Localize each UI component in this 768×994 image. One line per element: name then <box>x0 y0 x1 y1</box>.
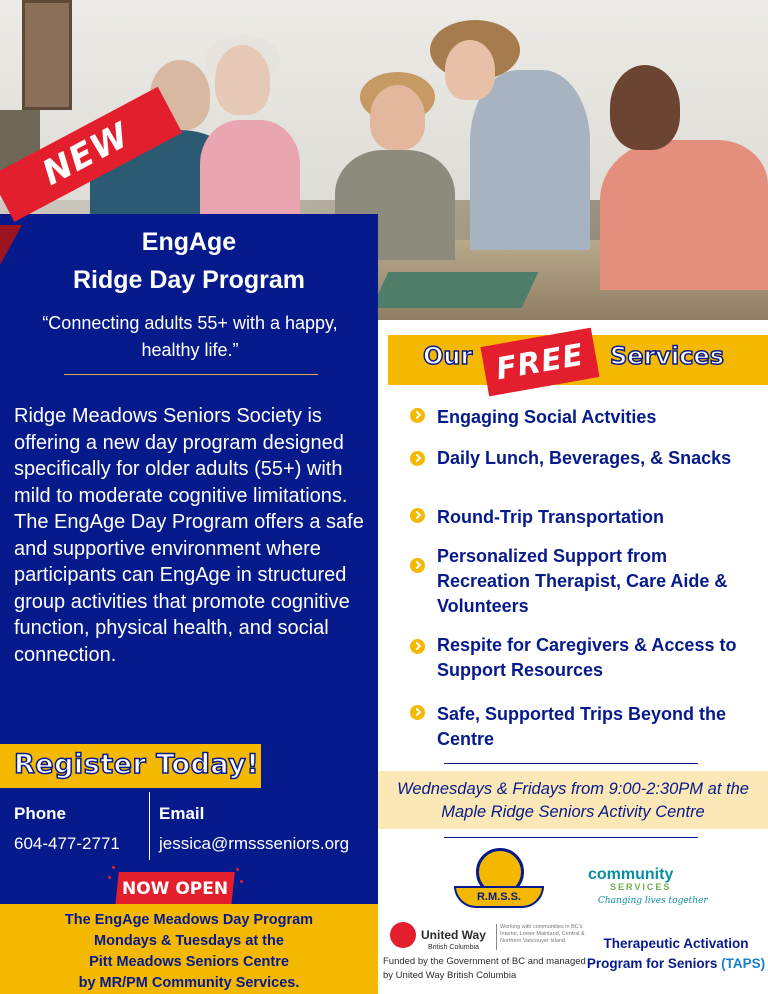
united-way-sub: British Columbia <box>428 944 479 951</box>
email-label: Email <box>159 804 205 823</box>
united-way-hand-icon <box>390 922 416 948</box>
service-item: Safe, Supported Trips Beyond the Centre <box>437 704 727 749</box>
divider <box>444 763 698 764</box>
photo-person <box>370 85 425 150</box>
now-open-line: Mondays & Tuesdays at the <box>94 933 284 949</box>
photo-corkboard <box>22 0 72 110</box>
now-open-badge <box>115 872 235 906</box>
taps-line1: Therapeutic Activation <box>603 936 749 951</box>
taps-abbr: (TAPS) <box>721 956 766 971</box>
free-label: FREE <box>493 337 587 387</box>
register-label: Register Today! <box>14 749 260 780</box>
bullet-icon <box>410 705 425 720</box>
spark <box>112 866 115 869</box>
rmss-banner: R.M.S.S. <box>454 886 544 908</box>
united-way-divider <box>496 924 497 950</box>
photo-person <box>610 65 680 150</box>
photo-person <box>215 45 270 115</box>
community-services-logo-sub: SERVICES <box>610 882 672 892</box>
community-services-logo-main: community <box>588 866 674 883</box>
program-quote: “Connecting adults 55+ with a happy, healthy life.” <box>42 313 338 360</box>
divider <box>64 374 318 375</box>
phone-value[interactable]: 604-477-2771 <box>14 834 120 853</box>
bullet-icon <box>410 558 425 573</box>
services-heading-our: Our <box>423 342 473 370</box>
program-description: Ridge Meadows Seniors Society is offering a new day program designed specifically for older adults (55+) with mild to moderate cognitive limitations. The EngAge Day Program offers a safe and supportive environment where participants can EngAge in structured group activities that promote cognitive function, physical health, and social connection. <box>14 405 364 666</box>
taps-line2-text: Program for Seniors <box>586 956 718 971</box>
community-services-tagline: Changing lives together <box>598 896 708 906</box>
photo-person <box>470 70 590 250</box>
schedule-text: Wednesdays & Fridays from 9:00-2:30PM at the Maple Ridge Seniors Activity Centre <box>397 780 749 821</box>
bullet-icon <box>410 508 425 523</box>
taps-line2 <box>586 954 766 974</box>
service-item: Personalized Support from Recreation Therapist, Care Aide & Volunteers <box>437 546 728 616</box>
rmss-logo <box>454 848 544 918</box>
service-item: Round-Trip Transportation <box>437 507 664 527</box>
now-open-line: Pitt Meadows Seniors Centre <box>89 954 289 970</box>
divider <box>444 837 698 838</box>
bullet-icon <box>410 408 425 423</box>
taps-label <box>586 934 766 974</box>
spark <box>108 876 111 879</box>
email-value[interactable]: jessica@rmssseniors.org <box>159 834 350 853</box>
bullet-icon <box>410 451 425 466</box>
united-way-name: United Way <box>421 928 486 942</box>
now-open-line: by MR/PM Community Services. <box>78 975 300 991</box>
bullet-icon <box>410 639 425 654</box>
services-heading-services: Services <box>610 342 725 370</box>
now-open-line: The EngAge Meadows Day Program <box>64 912 314 928</box>
register-banner <box>0 744 261 788</box>
spark <box>236 868 239 871</box>
photo-puzzle <box>372 272 539 308</box>
now-open-label: NOW OPEN <box>121 879 229 899</box>
spark <box>240 880 243 883</box>
photo-person <box>445 40 495 100</box>
phone-label: Phone <box>14 804 66 823</box>
program-title-line1: EngAge <box>141 228 237 256</box>
now-open-text <box>0 910 378 994</box>
service-item: Respite for Caregivers & Access to Support Resources <box>437 635 737 680</box>
new-ribbon-label: NEW <box>35 115 137 194</box>
service-item: Daily Lunch, Beverages, & Snacks <box>437 448 732 468</box>
photo-person <box>600 140 768 290</box>
program-title-line2: Ridge Day Program <box>72 266 305 294</box>
contact-divider <box>149 792 150 860</box>
service-item: Engaging Social Actvities <box>437 407 657 427</box>
funded-by-text: Funded by the Government of BC and managed by United Way British Columbia <box>383 956 586 981</box>
united-way-working: Working with communities in BC's Interior, Lower Mainland, Central & Northern Vancouver Island <box>500 924 585 944</box>
